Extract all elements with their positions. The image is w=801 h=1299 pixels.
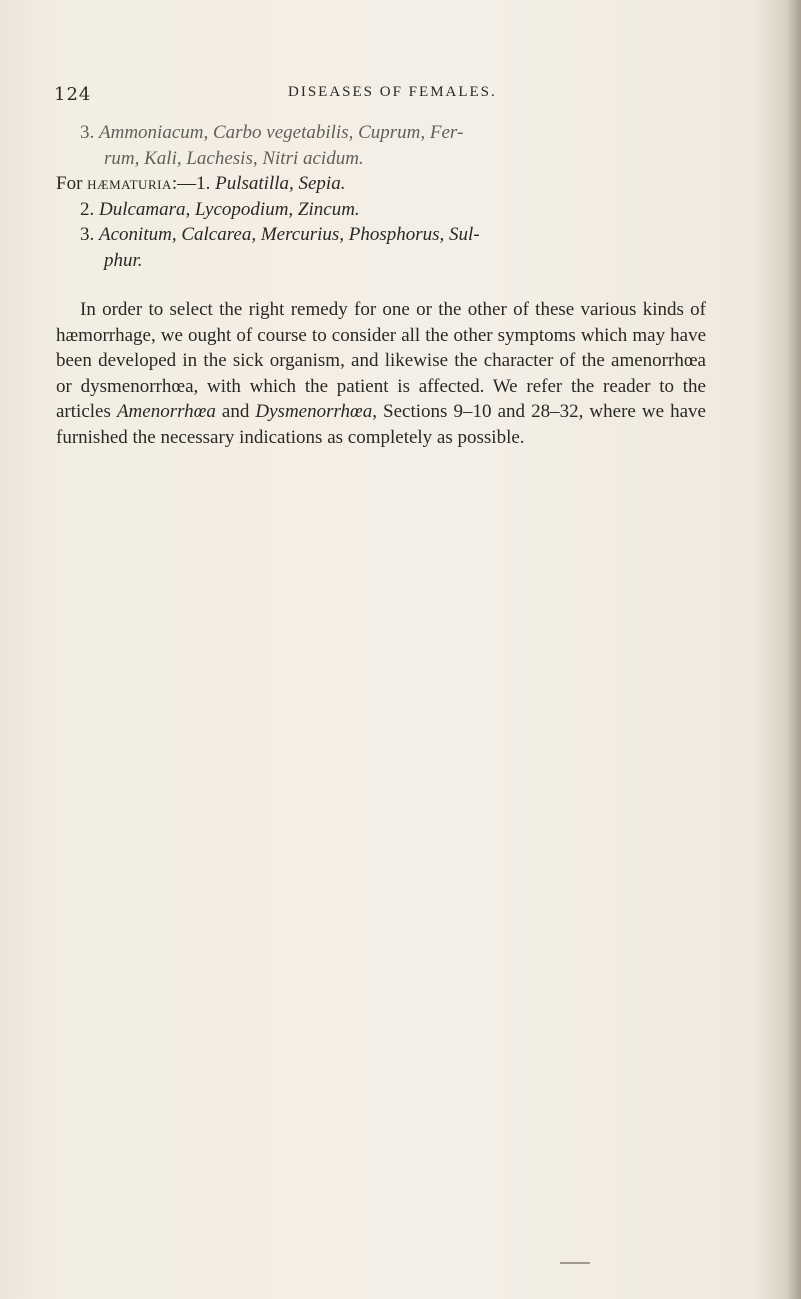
- paragraph-text-1: In order to select the right remedy for one or the other of these various kinds of hæmorrhage, we ought of course to consider all the other symptoms which may have been developed in the sick organism, and likewise the character of the amenorrhœa or dysmenorrhœa, with which the patient is affected. We refer the reader to the articles: [56, 299, 706, 422]
- haematuria-item-2: [56, 197, 706, 223]
- page-edge-shadow: [787, 0, 801, 1299]
- haematuria-item-3-continued: [56, 248, 706, 274]
- page-number: 124: [54, 84, 92, 105]
- haematuria-list-3-continued: phur.: [104, 249, 143, 271]
- for-label: For: [56, 173, 83, 194]
- running-head: DISEASES OF FEMALES.: [288, 84, 497, 100]
- first-item-number: :—1.: [171, 173, 211, 194]
- remedy-names-continued: rum, Kali, Lachesis, Nitri acidum.: [104, 147, 364, 169]
- haematuria-heading: [56, 171, 706, 197]
- item-number: 2.: [80, 198, 95, 220]
- body-paragraph: [56, 297, 706, 450]
- haematuria-item-3: [56, 222, 706, 248]
- haematuria-list-3: Aconitum, Calcarea, Mercurius, Phosphorus, Sul-: [99, 224, 480, 245]
- item-number: 3.: [80, 224, 95, 245]
- article-reference-dysmenorrhoea: Dysmenorrhœa: [255, 401, 373, 422]
- paragraph-text-2: and: [215, 401, 256, 422]
- item-number: 3.: [80, 122, 95, 143]
- remedy-list-item-3: [56, 120, 706, 146]
- print-smudge: [560, 1262, 590, 1264]
- condition-name: hæmaturia: [87, 173, 172, 194]
- paragraph-text-3: , Sections 9–10 and 28–32, where we have furnished the necessary indications as completely as possible.: [56, 401, 706, 448]
- article-reference-amenorrhoea: Amenorrhœa: [116, 401, 216, 422]
- remedy-names: Ammoniacum, Carbo vegetabilis, Cuprum, Fer-: [99, 122, 464, 143]
- haematuria-list-1: Pulsatilla, Sepia.: [215, 173, 346, 194]
- remedy-list-item-3-continued: [56, 146, 706, 172]
- page-header: [54, 84, 714, 108]
- page-body: [56, 120, 706, 450]
- haematuria-list-2: Dulcamara, Lycopodium, Zincum.: [99, 198, 360, 220]
